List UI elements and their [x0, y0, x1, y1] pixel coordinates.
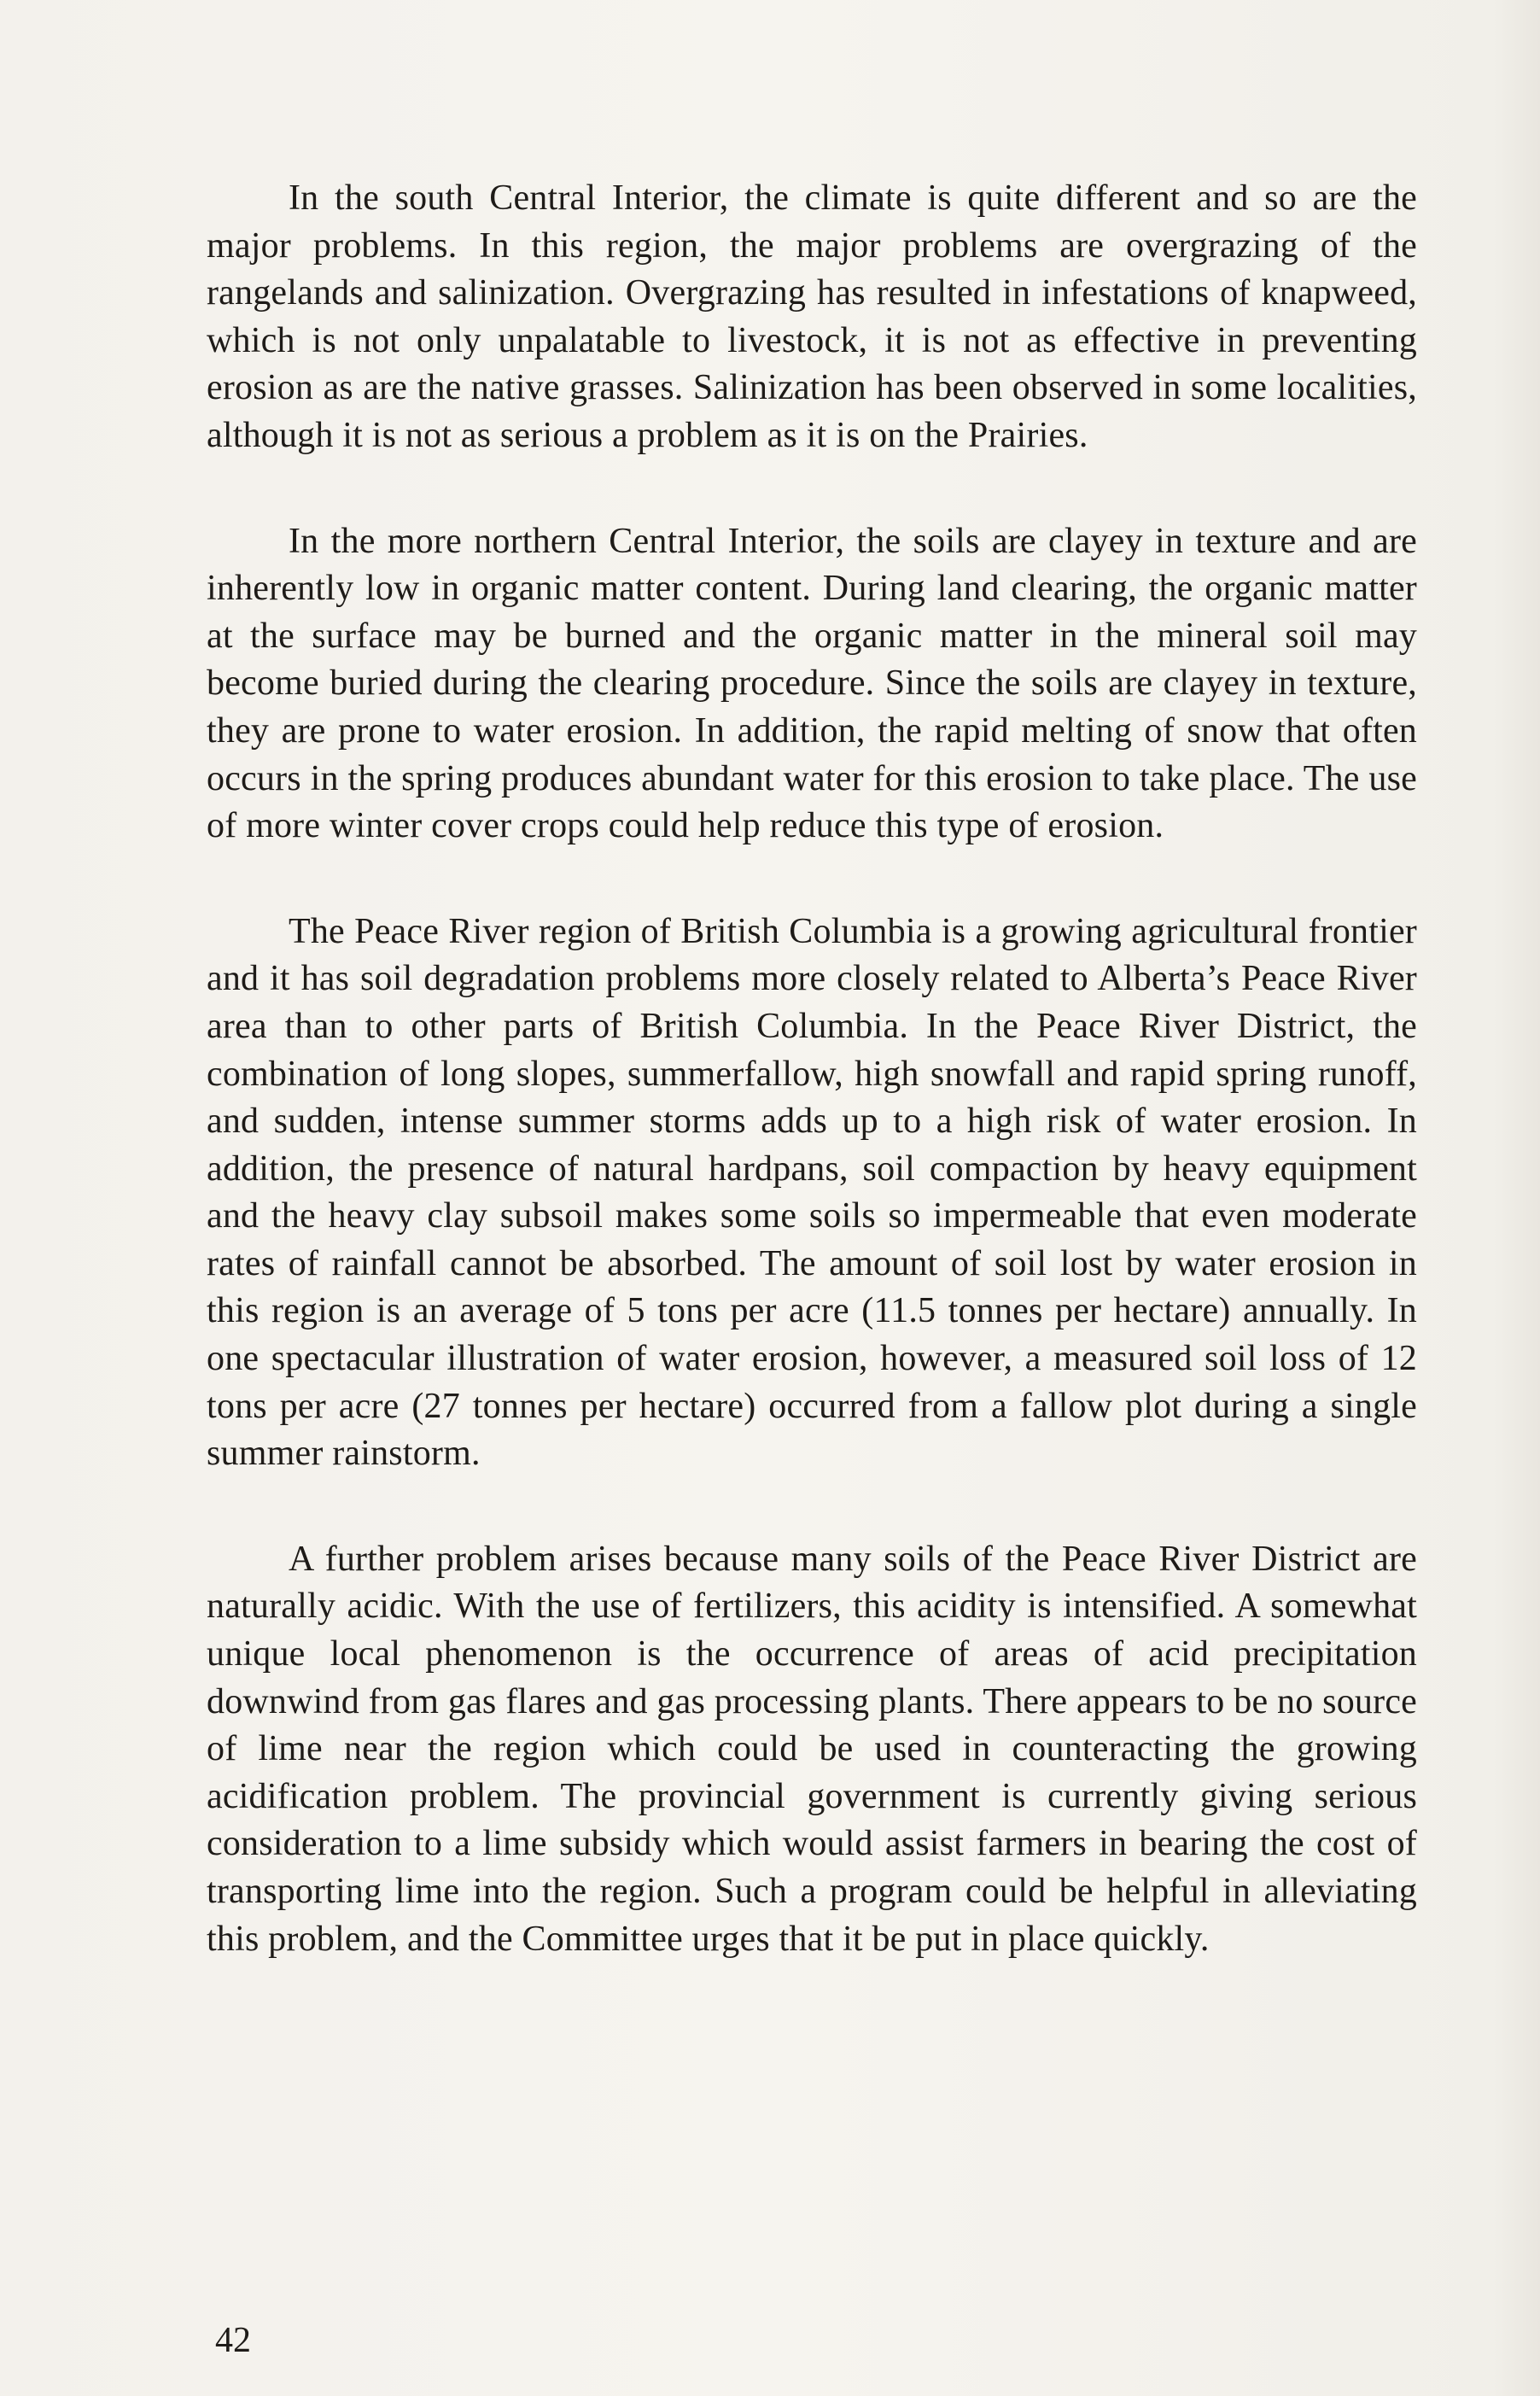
paragraph-peace-river-region: The Peace River region of British Columbia is a growing agricultural frontier and it has soil degradation problems more closely related to Alberta’s Peace River area than to other parts of British Columbia. In the Peace River District, the combination of long slopes, summerfallow, high snowfall and rapid spring runoff, and sudden, intense summer storms adds up to a high risk of water erosion. In addition, the presence of natural hardpans, soil compaction by heavy equipment and the heavy clay subsoil makes some soils so impermeable that even moderate rates of rainfall cannot be absorbed. The amount of soil lost by water erosion in this region is an average of 5 tons per acre (11.5 tonnes per hectare) annually. In one spectacular illustration of water erosion, however, a measured soil loss of 12 tons per acre (27 tonnes per hectare) occurred from a fallow plot during a single summer rainstorm. — [207, 911, 1417, 1474]
page-number: 42 — [215, 2321, 251, 2360]
paragraph-south-central-interior: In the south Central Interior, the climate is quite different and so are the major problems. In this region, the major problems are overgrazing of the rangelands and salinization. Overgrazing has resulted in infestations of knapweed, which is not only unpalatable to livestock, it is not as effective in preventing erosion as are the native grasses. Salinization has been observed in some localities, although it is not as serious a problem as it is on the Prairies. — [207, 178, 1417, 455]
paragraph-acidity-problem: A further problem arises because many soils of the Peace River District are naturally acidic. With the use of fertilizers, this acidity is intensified. A somewhat unique local phenomenon is the occurrence of areas of acid precipitation downwind from gas flares and gas processing plants. There appears to be no source of lime near the region which could be used in counteracting the growing acidification problem. The provincial government is currently giving serious consideration to a lime subsidy which would assist farmers in bearing the cost of transporting lime into the region. Such a program could be helpful in alleviating this problem, and the Committee urges that it be put in place quickly. — [207, 1539, 1417, 1959]
body-text — [207, 175, 1417, 2021]
paragraph-northern-central-interior: In the more northern Central Interior, the soils are clayey in texture and are inherently low in organic matter content. During land clearing, the organic matter at the surface may be burned and the organic matter in the mineral soil may become buried during the clearing procedure. Since the soils are clayey in texture, they are prone to water erosion. In addition, the rapid melting of snow that often occurs in the spring produces abundant water for this erosion to take place. The use of more winter cover crops could help reduce this type of erosion. — [207, 521, 1417, 846]
